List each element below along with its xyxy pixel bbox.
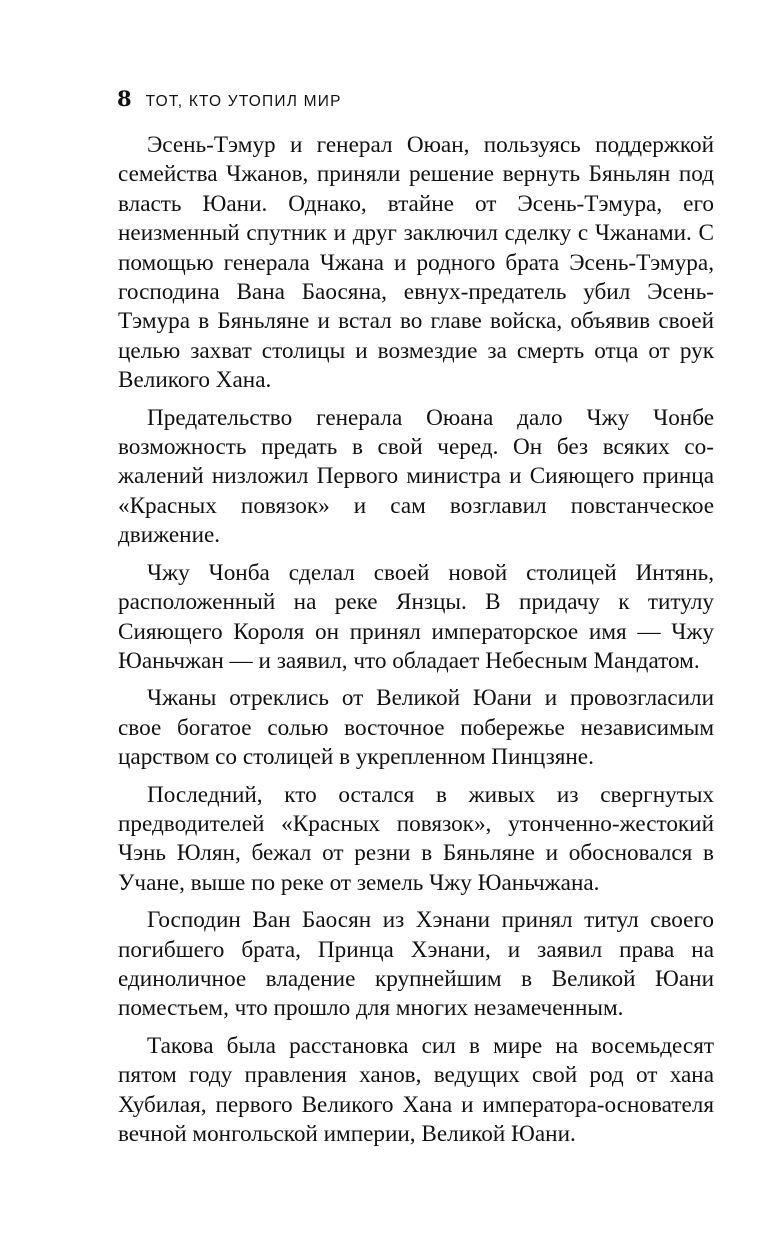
paragraph-3: Чжу Чонба сделал своей новой столицей Интянь, расположенный на реке Янзцы. В придачу к титулу Сияющего Короля он принял императорское имя — Чжу Юаньчжан — и заявил, что обладает Небесным Мандатом. [118,559,714,674]
paragraph-5: Последний, кто остался в живых из свергнутых предводителей «Красных повязок», утонченно-жестокий Чэнь Юлян, бежал от резни в Бяньляне и обосновался в Учане, выше по реке от земель Чжу Юаньчжана. [118,781,714,896]
paragraph-1: Эсень-Тэмур и генерал Оюан, пользуясь поддержкой семейства Чжанов, приняли решение вернуть Бяньлян под власть Юани. Однако, втайне от Эсень-Тэмура, его неизменный спутник и друг заключил сделку с Чжанами. С помощью генерала Чжана и родного брата Эсень-Тэмура, господина Вана Баосяна, евнух-предатель убил Эсень-Тэмура в Бяньляне и встал во главе войска, объявив своей целью захват столицы и возмездие за смерть отца от рук Великого Хана. [118,132,714,394]
body-text [118,131,714,1149]
paragraph-6: Господин Ван Баосян из Хэнани принял титул своего погибшего брата, Принца Хэнани, и заявил права на единоличное владение крупнейшим в Великой Юани поместьем, что прошло для многих незамеченным. [118,907,714,1022]
paragraph-7: Такова была расстановка сил в мире на восемьдесят пятом году правления ханов, ведущих свой род от хана Хубилая, первого Великого Хана и императора-основателя вечной монгольской империи, Великой Юани. [118,1032,714,1147]
paragraph-2: Предательство генерала Оюана дало Чжу Чонбе возможность предать в свой черед. Он без всяких сожалений низложил Первого министра и Сияющего принца «Красных повязок» и сам возглавил повстанческое движение. [118,404,714,549]
page-number: 8 [117,86,132,111]
running-head-title: ТОТ, КТО УТОПИЛ МИР [145,93,342,110]
running-header [117,86,342,110]
paragraph-4: Чжаны отреклись от Великой Юани и провозгласили свое богатое солью восточное побережье независимым царством со столицей в укрепленном Пинцзяне. [118,685,714,771]
